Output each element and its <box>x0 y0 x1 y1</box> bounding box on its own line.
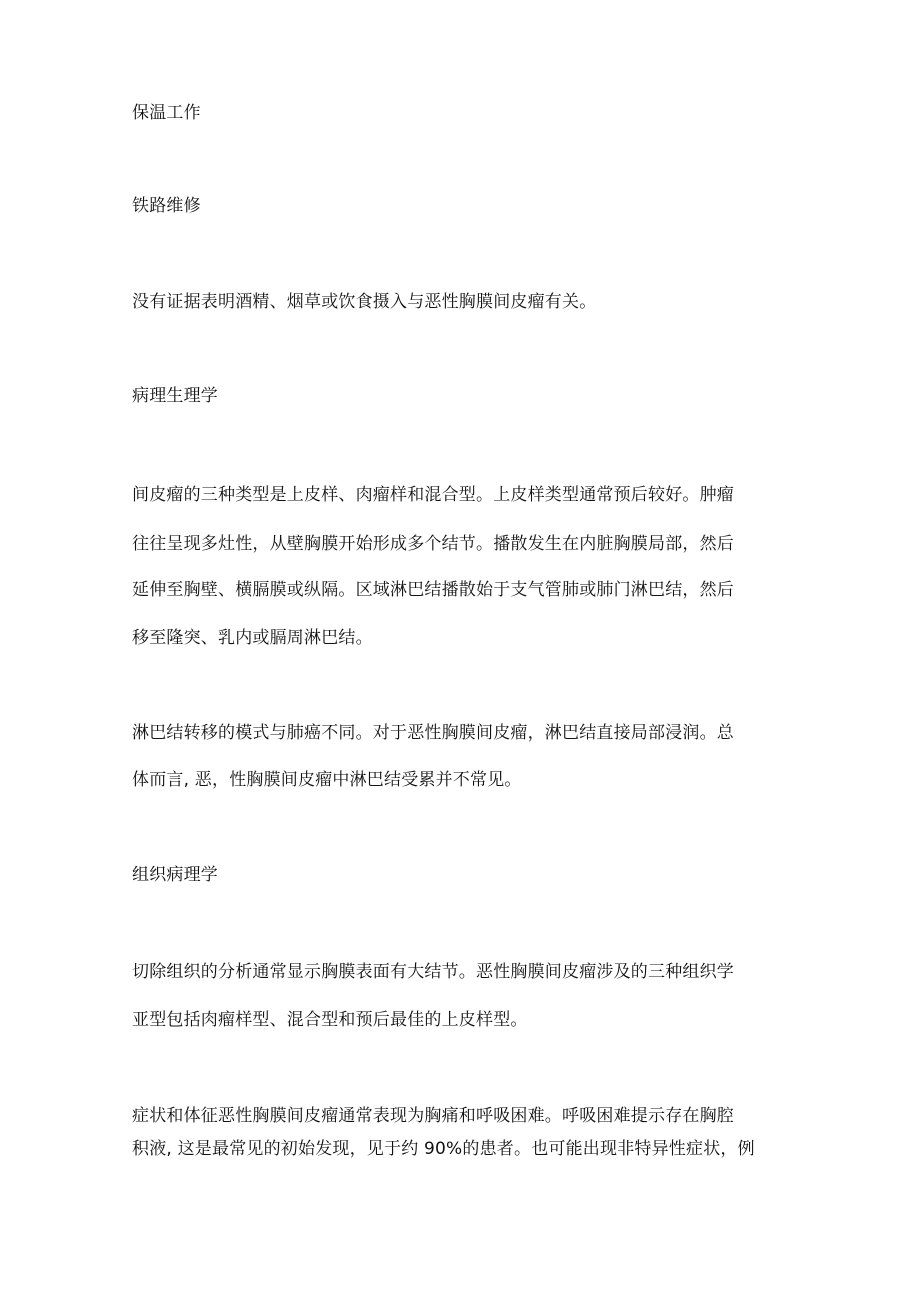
heading-histopathology: 组织病理学 <box>132 865 218 885</box>
heading-pathophysiology: 病理生理学 <box>132 386 218 406</box>
paragraph-lymph-line-1: 淋巴结转移的模式与肺癌不同。对于恶性胸膜间皮瘤，淋巴结直接局部浸润。总 <box>132 723 734 743</box>
paragraph-types-line-4: 移至隆突、乳内或膈周淋巴结。 <box>132 628 373 648</box>
paragraph-types-line-3: 延伸至胸壁、横膈膜或纵隔。区域淋巴结播散始于支气管肺或肺门淋巴结，然后 <box>132 580 734 600</box>
paragraph-symptoms-line-1: 症状和体征恶性胸膜间皮瘤通常表现为胸痛和呼吸困难。呼吸困难提示存在胸腔 <box>132 1106 734 1126</box>
paragraph-types-line-1: 间皮瘤的三种类型是上皮样、肉瘤样和混合型。上皮样类型通常预后较好。肿瘤 <box>132 485 734 505</box>
heading-insulation-work: 保温工作 <box>132 103 201 123</box>
paragraph-lymph-line-2: 体而言, 恶，性胸膜间皮瘤中淋巴结受累并不常见。 <box>132 770 522 790</box>
paragraph-histology-line-1: 切除组织的分析通常显示胸膜表面有大结节。恶性胸膜间皮瘤涉及的三种组织学 <box>132 962 734 982</box>
heading-railway-maintenance: 铁路维修 <box>132 196 201 216</box>
paragraph-types-line-2: 往往呈现多灶性，从壁胸膜开始形成多个结节。播散发生在内脏胸膜局部，然后 <box>132 534 734 554</box>
paragraph-symptoms-line-2: 积液, 这是最常见的初始发现，见于约 90%的患者。也可能出现非特异性症状，例 <box>132 1139 755 1159</box>
paragraph-histology-line-2: 亚型包括肉瘤样型、混合型和预后最佳的上皮样型。 <box>132 1010 528 1030</box>
paragraph-no-evidence: 没有证据表明酒精、烟草或饮食摄入与恶性胸膜间皮瘤有关。 <box>132 292 597 312</box>
